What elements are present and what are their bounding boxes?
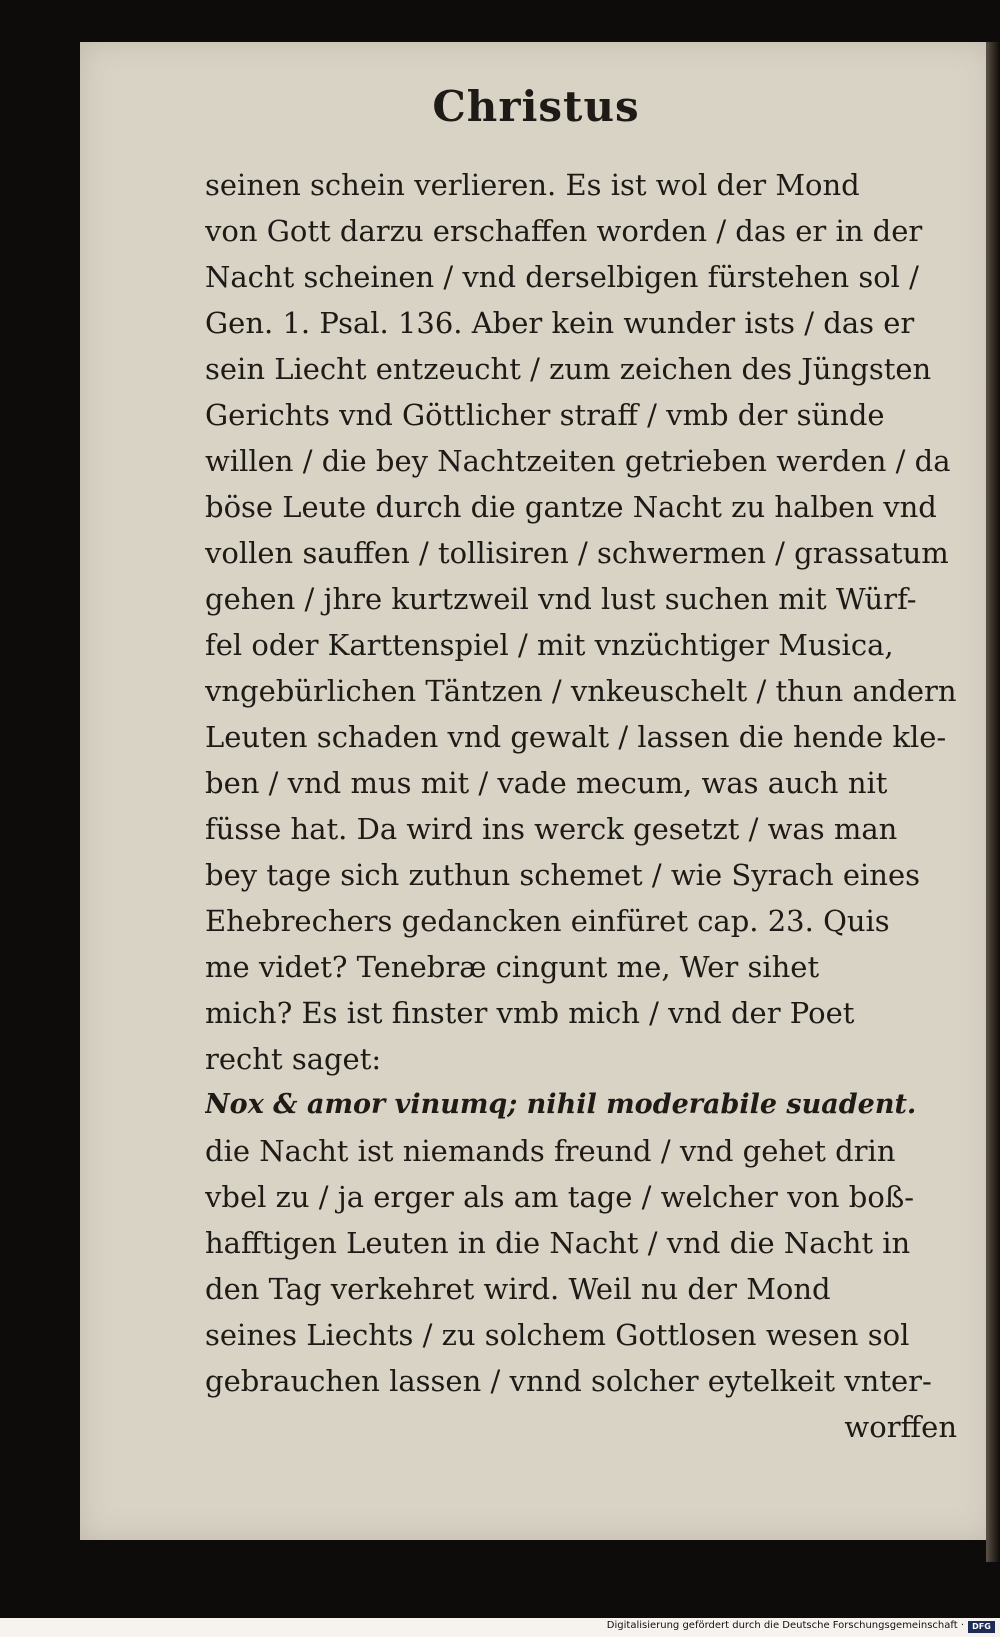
text-line: Gerichts vnd Göttlicher straff / vmb der sünde [205,398,885,432]
digitization-footer [0,1618,1000,1637]
text-line: hafftigen Leuten in die Nacht / vnd die Nacht in [205,1226,911,1260]
text-line: vbel zu / ja erger als am tage / welcher von boß- [205,1180,914,1214]
text-line: mich? Es ist finster vmb mich / vnd der Poet [205,996,855,1030]
book-page [80,42,992,1540]
text-line: Ehebrechers gedancken einfüret cap. 23. Quis [205,904,890,938]
text-line: seines Liechts / zu solchem Gottlosen wesen sol [205,1318,910,1352]
text-line: Gen. 1. Psal. 136. Aber kein wunder ists / das er [205,306,915,340]
text-line: vollen sauffen / tollisiren / schwermen / grassatum [205,536,949,570]
text-line: vngebürlichen Täntzen / vnkeuschelt / thun andern [205,674,957,708]
text-line: gehen / jhre kurtzweil vnd lust suchen mit Würf- [205,582,917,616]
text-line: Nacht scheinen / vnd derselbigen fürstehen sol / [205,260,919,294]
catchword: worffen [844,1410,957,1444]
text-line: Leuten schaden vnd gewalt / lassen die hende kle- [205,720,947,754]
text-line: fel oder Karttenspiel / mit vnzüchtiger Musica, [205,628,894,662]
text-line: me videt? Tenebræ cingunt me, Wer sihet [205,950,820,984]
text-line: seinen schein verlieren. Es ist wol der Mond [205,168,860,202]
text-line: gebrauchen lassen / vnnd solcher eytelkeit vnter- [205,1364,932,1398]
text-line: ben / vnd mus mit / vade mecum, was auch nit [205,766,888,800]
text-line: von Gott darzu erschaffen worden / das er in der [205,214,923,248]
text-line: böse Leute durch die gantze Nacht zu halben vnd [205,490,937,524]
footer-credit: Digitalisierung gefördert durch die Deutsche Forschungsgemeinschaft · [606,1620,964,1631]
text-line: willen / die bey Nachtzeiten getrieben werden / da [205,444,951,478]
text-line: sein Liecht entzeucht / zum zeichen des Jüngsten [205,352,932,386]
page-edge-shadow [986,42,1000,1562]
text-line: die Nacht ist niemands freund / vnd gehet drin [205,1134,896,1168]
dfg-logo: DFG [968,1621,995,1633]
running-head: Christus [432,82,640,131]
body-text [205,162,957,1450]
text-line: recht saget: [205,1042,382,1076]
text-line: füsse hat. Da wird ins werck gesetzt / was man [205,812,898,846]
text-line: den Tag verkehret wird. Weil nu der Mond [205,1272,831,1306]
latin-verse-line: Nox & amor vinumq; nihil moderabile suadent. [205,1089,917,1120]
text-line: bey tage sich zuthun schemet / wie Syrach eines [205,858,921,892]
